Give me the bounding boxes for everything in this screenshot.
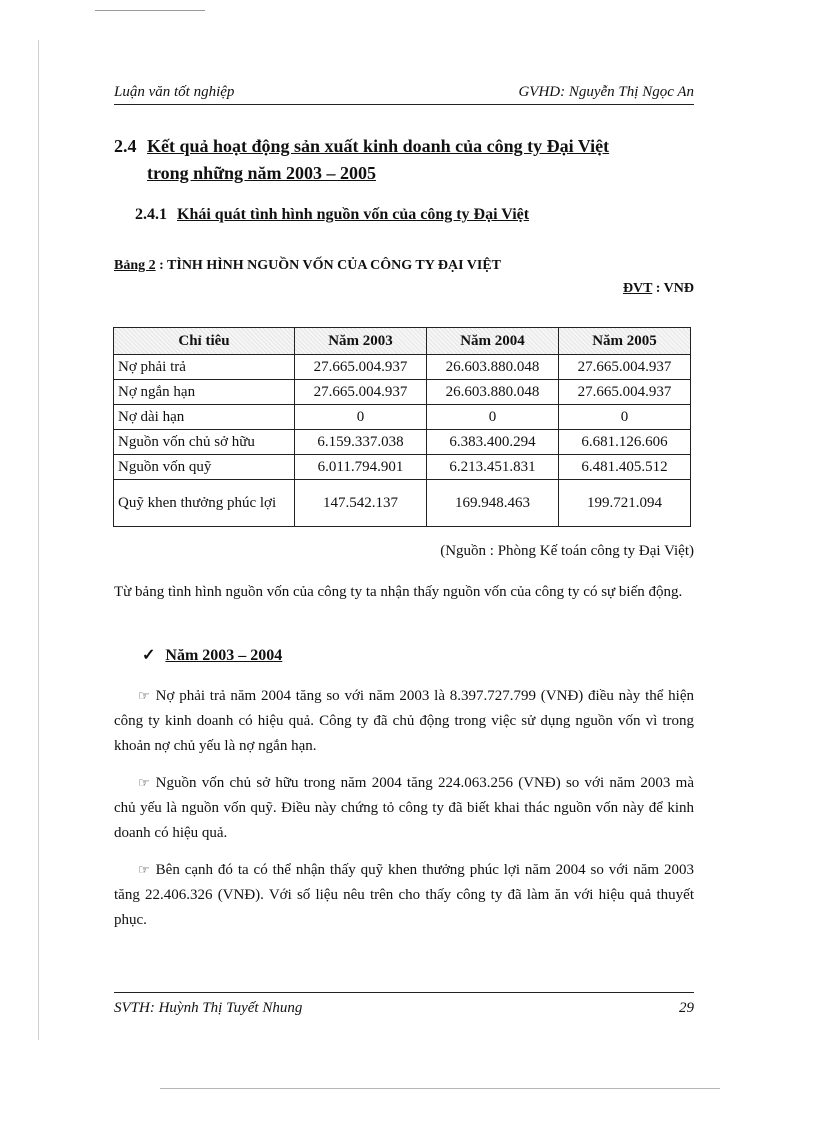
- footer-student: SVTH: Huỳnh Thị Tuyết Nhung: [114, 1000, 303, 1016]
- table-caption-label: Bảng 2: [114, 258, 156, 273]
- bullet-paragraph: [114, 857, 694, 933]
- table-header-cell: Năm 2004: [427, 328, 559, 355]
- table-row: [114, 355, 691, 380]
- table-cell-value: 6.681.126.606: [559, 430, 691, 455]
- header-thesis-label: Luận văn tốt nghiệp: [114, 84, 235, 100]
- table-caption: [114, 258, 501, 274]
- table-cell-value: 199.721.094: [559, 480, 691, 527]
- table-cell-value: 6.159.337.038: [295, 430, 427, 455]
- table-cell-label: Nợ phải trả: [114, 355, 295, 380]
- table-cell-label: Nợ ngắn hạn: [114, 380, 295, 405]
- table-cell-value: 27.665.004.937: [559, 355, 691, 380]
- table-row: [114, 480, 691, 527]
- table-cell-value: 6.011.794.901: [295, 455, 427, 480]
- bullet-text: Nguồn vốn chủ sở hữu trong năm 2004 tăng 224.063.256 (VNĐ) so với năm 2003 mà chủ yếu là nguồn vốn quỹ. Điều này chứng tỏ công ty đã biết khai thác nguồn vốn này để kinh doanh có hiệu quả.: [114, 775, 694, 841]
- table-cell-label: Quỹ khen thưởng phúc lợi: [114, 480, 295, 527]
- table-source: (Nguồn : Phòng Kế toán công ty Đại Việt): [440, 543, 694, 559]
- page-number: 29: [679, 1000, 694, 1016]
- bullet-paragraph: [114, 683, 694, 759]
- year-subheading-title: Năm 2003 – 2004: [165, 647, 283, 664]
- table-row: [114, 455, 691, 480]
- checkmark-icon: ✓: [142, 647, 156, 664]
- table-cell-value: 0: [427, 405, 559, 430]
- pointing-hand-icon: ☞: [138, 862, 150, 877]
- table-caption-text: : TÌNH HÌNH NGUỒN VỐN CỦA CÔNG TY ĐẠI VIỆT: [155, 258, 502, 273]
- table-row: [114, 430, 691, 455]
- table-header-cell: Chỉ tiêu: [114, 328, 295, 355]
- capital-table: [113, 327, 691, 527]
- section-number: 2.4: [114, 136, 137, 156]
- scan-artifact-top: [95, 10, 205, 11]
- pointing-hand-icon: ☞: [138, 688, 150, 703]
- table-header-row: [114, 328, 691, 355]
- table-cell-label: Nợ dài hạn: [114, 405, 295, 430]
- table-cell-label: Nguồn vốn quỹ: [114, 455, 295, 480]
- table-row: [114, 405, 691, 430]
- header-advisor: GVHD: Nguyễn Thị Ngọc An: [518, 84, 694, 100]
- table-cell-value: 27.665.004.937: [295, 380, 427, 405]
- section-title-line2: trong những năm 2003 – 2005: [147, 163, 377, 183]
- page-header: [114, 82, 694, 105]
- table-header-cell: Năm 2003: [295, 328, 427, 355]
- table-header-cell: Năm 2005: [559, 328, 691, 355]
- table-cell-value: 26.603.880.048: [427, 355, 559, 380]
- table-row: [114, 380, 691, 405]
- table-cell-value: 27.665.004.937: [295, 355, 427, 380]
- bullet-text: Bên cạnh đó ta có thể nhận thấy quỹ khen thưởng phúc lợi năm 2004 so với năm 2003 tăng 22.406.326 (VNĐ). Với số liệu nêu trên cho thấy công ty đã làm ăn với hiệu quả thuyết phục.: [114, 862, 694, 928]
- unit-label: ĐVT: [622, 281, 653, 296]
- pointing-hand-icon: ☞: [138, 775, 150, 790]
- subsection-number: 2.4.1: [135, 206, 167, 223]
- table-cell-value: 0: [559, 405, 691, 430]
- subsection-heading: [135, 206, 529, 224]
- table-cell-label: Nguồn vốn chủ sở hữu: [114, 430, 295, 455]
- table-cell-value: 6.383.400.294: [427, 430, 559, 455]
- subsection-title: Khái quát tình hình nguồn vốn của công ty Đại Việt: [177, 206, 530, 223]
- year-subheading: [142, 645, 282, 665]
- table-cell-value: 26.603.880.048: [427, 380, 559, 405]
- scan-artifact-bottom: [160, 1088, 720, 1089]
- page-footer: [114, 992, 694, 1021]
- table-cell-value: 169.948.463: [427, 480, 559, 527]
- intro-paragraph: Từ bảng tình hình nguồn vốn của công ty ta nhận thấy nguồn vốn của công ty có sự biến động.: [114, 584, 683, 600]
- scan-artifact-left: [38, 40, 39, 1040]
- table-cell-value: 6.481.405.512: [559, 455, 691, 480]
- table-cell-value: 6.213.451.831: [427, 455, 559, 480]
- table-cell-value: 147.542.137: [295, 480, 427, 527]
- unit-text: : VNĐ: [652, 281, 694, 296]
- table-cell-value: 27.665.004.937: [559, 380, 691, 405]
- table-unit: [623, 281, 694, 297]
- bullet-paragraph: [114, 770, 694, 846]
- table-cell-value: 0: [295, 405, 427, 430]
- section-title-line1: Kết quả hoạt động sản xuất kinh doanh của công ty Đại Việt: [147, 136, 610, 156]
- bullet-text: Nợ phải trả năm 2004 tăng so với năm 2003 là 8.397.727.799 (VNĐ) điều này thể hiện công ty kinh doanh có hiệu quả. Công ty đã chủ động trong việc sử dụng nguồn vốn vì trong khoản nợ chủ yếu là nợ ngắn hạn.: [114, 688, 694, 754]
